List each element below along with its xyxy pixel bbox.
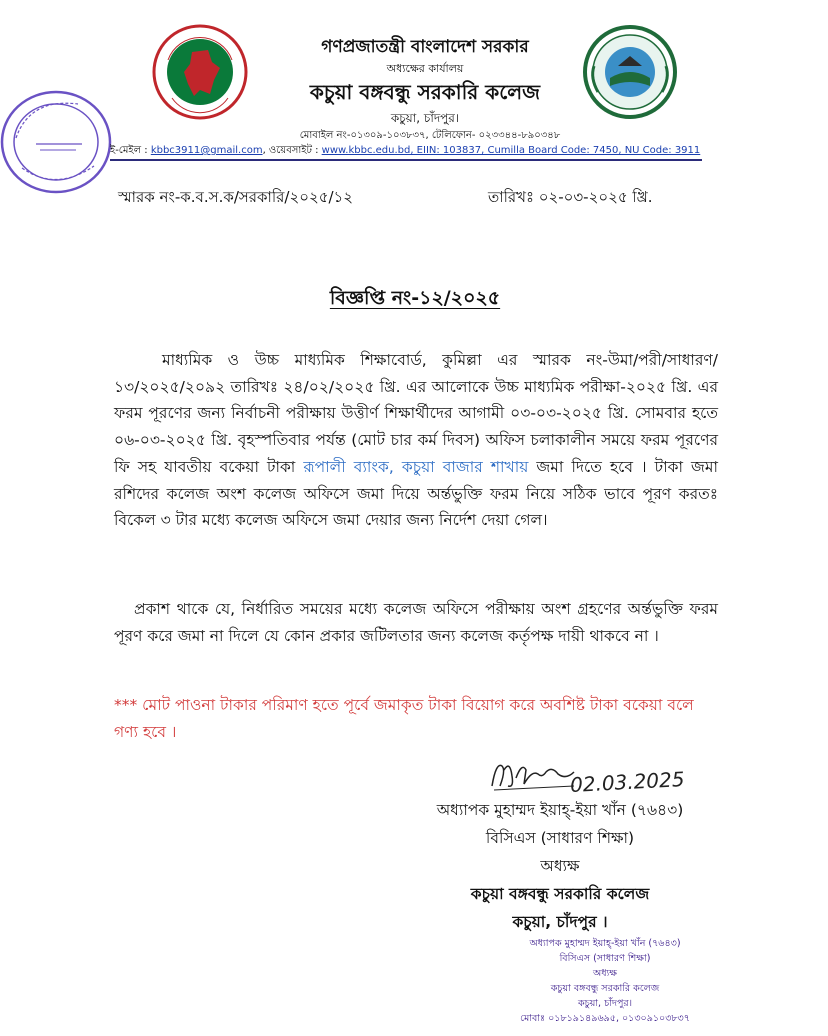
signature-scrawl-icon bbox=[486, 756, 576, 796]
college-location: কচুয়া, চাঁদপুর। bbox=[390, 111, 460, 125]
government-logo bbox=[150, 22, 250, 122]
memo-date: তারিখঃ ০২-০৩-২০২৫ খ্রি. bbox=[488, 188, 653, 206]
stamp-line-cadre: বিসিএস (সাধারণ শিক্ষা) bbox=[559, 953, 651, 964]
handwritten-signature bbox=[486, 756, 576, 800]
stamp-line-place: কচুয়া, চাঁদপুর। bbox=[577, 998, 633, 1009]
signatory-cadre: বিসিএস (সাধারণ শিক্ষা) bbox=[485, 829, 635, 847]
header-divider bbox=[110, 159, 702, 161]
paragraph-1-text-b: জমা দিতে হবে । টাকা জমা রশিদের কলেজ অংশ কলেজ অফিসে জমা দিয়ে অর্ন্তভুক্তি ফরম নিয়ে সঠিক ভাবে পূরণ করতঃ বিকেল ৩ টার মধ্যে কলেজ অফিসে জমা দেয়ার জন্য নির্দেশ দেয়া গেল। bbox=[114, 457, 718, 530]
stamp-line-college: কচুয়া বঙ্গবন্ধু সরকারি কলেজ bbox=[550, 983, 660, 994]
email-web-line bbox=[110, 143, 710, 160]
government-title: গণপ্রজাতন্ত্রী বাংলাদেশ সরকার bbox=[321, 37, 529, 57]
office-name: অধ্যক্ষের কার্যালয় bbox=[386, 62, 464, 75]
website-label: , ওয়েবসাইট : bbox=[262, 145, 319, 156]
college-name: কচুয়া বঙ্গবন্ধু সরকারি কলেজ bbox=[309, 80, 541, 104]
signatory-designation: অধ্যক্ষ bbox=[540, 857, 580, 875]
signatory-place: কচুয়া, চাঁদপুর । bbox=[512, 913, 608, 931]
paragraph-1-text-a: মাধ্যমিক ও উচ্চ মাধ্যমিক শিক্ষাবোর্ড, কুমিল্লা এর স্মারক নং-উমা/পরী/সাধারণ/১৩/২০২৫/২০৯২ তারিখঃ ২৪/০২/২০২৫ খ্রি. এর আলোকে উচ্চ মাধ্যমিক পরীক্ষা-২০২৫ খ্রি. এর ফরম পূরণের জন্য নির্বাচনী পরীক্ষায় উত্তীর্ণ শিক্ষার্থীদের আগামী ০৩-০৩-২০২৫ খ্রি. সোমবার হতে ০৬-০৩-২০২৫ খ্রি. বৃহস্পতিবার পর্যন্ত (মোট চার কর্ম দিবস) অফিস চলাকালীন সময়ে ফরম পূরণের ফি সহ যাবতীয় বকেয়া টাকা bbox=[114, 351, 718, 476]
stamp-line-name: অধ্যাপক মুহাম্মদ ইয়াহ্-ইয়া খাঁন (৭৬৪৩) bbox=[529, 938, 681, 949]
stamp-line-designation: অধ্যক্ষ bbox=[592, 968, 617, 979]
official-name-stamp bbox=[470, 936, 740, 1026]
notice-paragraph-1 bbox=[114, 347, 718, 534]
signatory-name: অধ্যাপক মুহাম্মদ ইয়াহ্-ইয়া খাঁন (৭৬৪৩) bbox=[436, 801, 684, 819]
notice-title: বিজ্ঞপ্তি নং-১২/২০২৫ bbox=[329, 287, 501, 309]
handwritten-date: 02.03.2025 bbox=[569, 767, 686, 797]
notice-paragraph-2: প্রকাশ থাকে যে, নির্ধারিত সময়ের মধ্যে কলেজ অফিসে পরীক্ষায় অংশ গ্রহণের অর্ন্তভুক্তি ফরম পূরণ করে জমা না দিলে যে কোন প্রকার জটিলতার জন্য কলেজ কর্তৃপক্ষ দায়ী থাকবে না । bbox=[114, 600, 718, 645]
website-link[interactable]: www.kbbc.edu.bd, EIIN: 103837, Cumilla Board Code: 7450, NU Code: 3911 bbox=[321, 145, 701, 156]
stamp-line-mobile: মোবাঃ ০১৮১৯১৪৯৬৯৫, ০১৩০৯১০৩৮৩৭ bbox=[520, 1013, 690, 1024]
contact-numbers: মোবাইল নং-০১৩০৯-১০৩৮৩৭, টেলিফোন- ০২৩৩৪৪-৮৯০৩৪৮ bbox=[299, 130, 561, 141]
memo-reference: স্মারক নং-ক.ব.স.ক/সরকারি/২০২৫/১২ bbox=[118, 188, 354, 206]
bank-branch-highlight: রূপালী ব্যাংক, কচুয়া বাজার শাখায় bbox=[303, 457, 529, 476]
bangladesh-seal-icon bbox=[150, 22, 250, 122]
email-label: ই-মেইল : bbox=[110, 145, 148, 156]
email-link[interactable]: kbbc3911@gmail.com bbox=[150, 145, 263, 156]
signatory-college: কচুয়া বঙ্গবন্ধু সরকারি কলেজ bbox=[470, 885, 650, 903]
seal-stamp-icon bbox=[0, 88, 120, 198]
notice-warning-note: *** মোট পাওনা টাকার পরিমাণ হতে পূর্বে জমাকৃত টাকা বিয়োগ করে অবশিষ্ট টাকা বকেয়া বলে গণ্য হবে । bbox=[114, 696, 694, 741]
college-seal-stamp bbox=[0, 88, 120, 198]
